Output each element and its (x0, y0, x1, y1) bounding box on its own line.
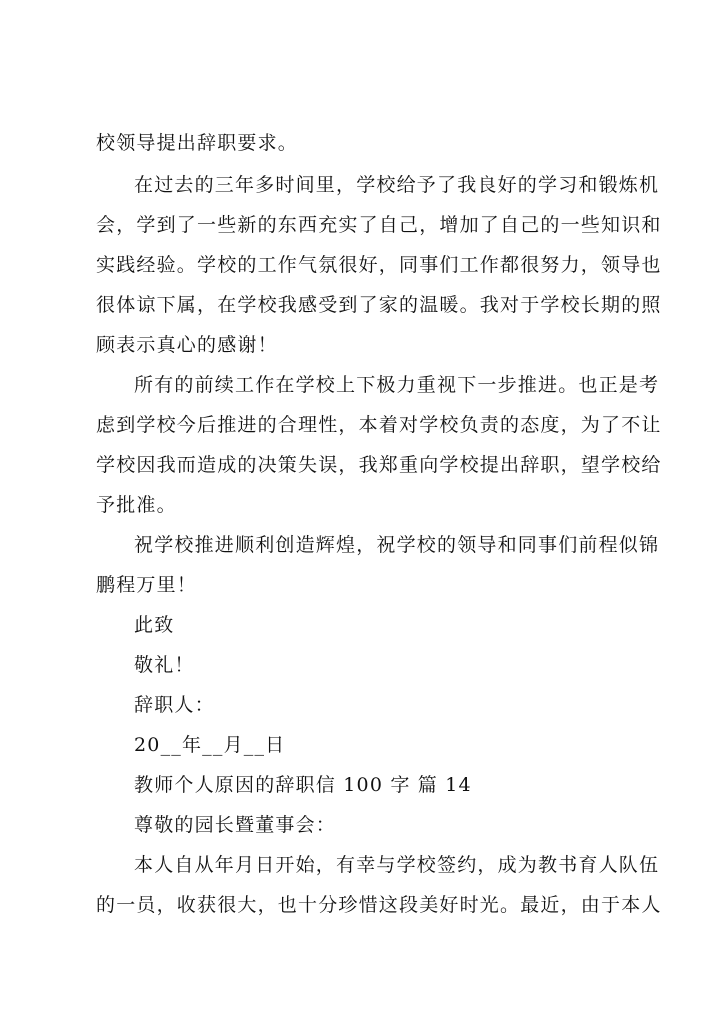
text-line: 鹏程万里！ (96, 574, 198, 596)
text-line: 会，学到了一些新的东西充实了自己，增加了自己的一些知识和 (96, 214, 662, 236)
text-line: 本人自从年月日开始，有幸与学校签约，成为教书育人队伍 (134, 854, 660, 876)
text-line: 实践经验。学校的工作气氛很好，同事们工作都很努力，领导也 (96, 254, 662, 276)
text-line: 祝学校推进顺利创造辉煌，祝学校的领导和同事们前程似锦 (134, 534, 660, 556)
text-line: 校领导提出辞职要求。 (96, 132, 299, 154)
text-line: 尊敬的园长暨董事会： (134, 814, 337, 836)
text-line: 敬礼！ (134, 654, 195, 676)
text-line: 辞职人： (134, 694, 215, 716)
text-line: 很体谅下属，在学校我感受到了家的温暖。我对于学校长期的照 (96, 294, 662, 316)
text-line: 所有的前续工作在学校上下极力重视下一步推进。也正是考 (134, 374, 660, 396)
text-line: 在过去的三年多时间里，学校给予了我良好的学习和锻炼机 (134, 174, 660, 196)
text-line: 顾表示真心的感谢！ (96, 334, 278, 356)
text-line: 的一员，收获很大，也十分珍惜这段美好时光。最近，由于本人 (96, 894, 662, 916)
text-line: 虑到学校今后推进的合理性，本着对学校负责的态度，为了不让 (96, 414, 662, 436)
text-line: 此致 (134, 614, 175, 636)
text-line: 予批准。 (96, 494, 177, 516)
section-heading: 教师个人原因的辞职信 100 字 篇 14 (134, 774, 472, 796)
text-line: 20__年__月__日 (134, 734, 286, 756)
text-line: 学校因我而造成的决策失误，我郑重向学校提出辞职，望学校给 (96, 454, 662, 476)
